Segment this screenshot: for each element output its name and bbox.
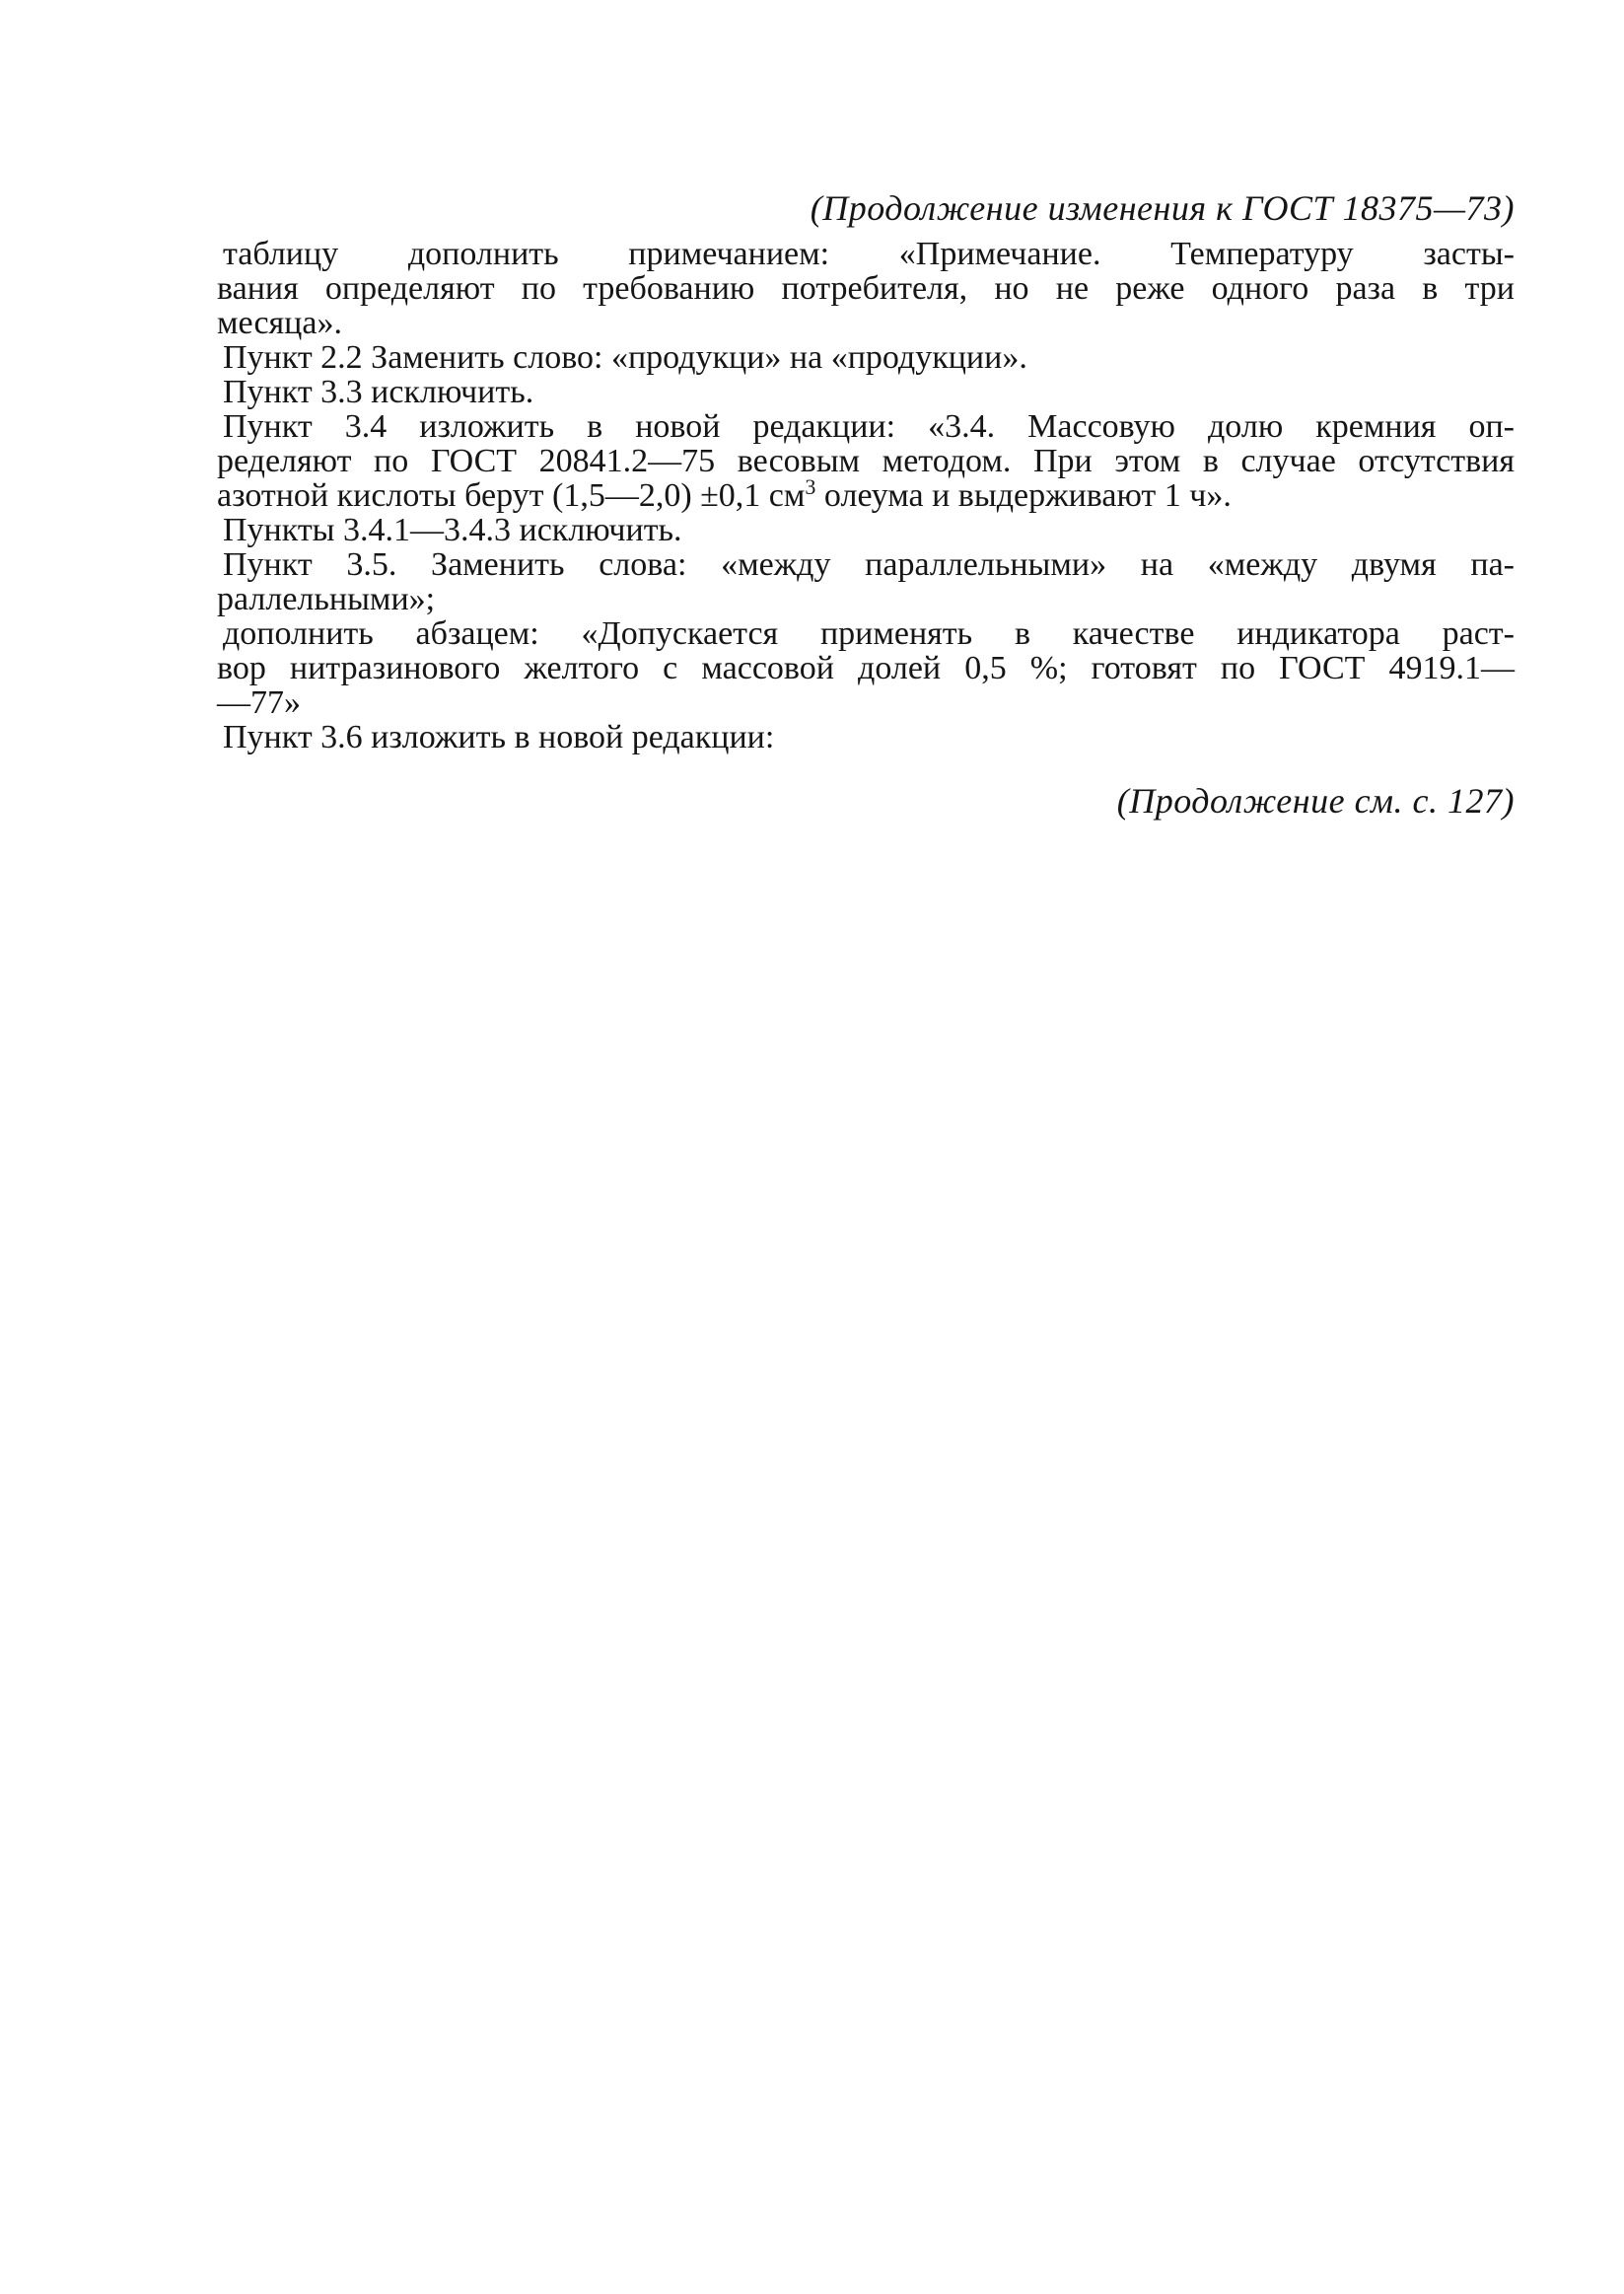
- paragraph-item-3-5: [213, 547, 1515, 616]
- paragraph-items-3-4-1-3: [213, 513, 1515, 547]
- text-fragment: олеума и выдерживают 1 ч».: [815, 477, 1232, 514]
- paragraph-table-note: [213, 237, 1515, 340]
- text-line: ределяют по ГОСТ 20841.2—75 весовым методом. При этом в случае отсутствия: [217, 443, 1515, 479]
- text-line: Пункт 3.6 изложить в новой редакции:: [223, 719, 775, 755]
- text-line: вор нитразинового желтого с массовой долей 0,5 %; готовят по ГОСТ 4919.1—: [217, 650, 1515, 686]
- paragraph-item-3-3: [213, 375, 1515, 409]
- page-text: [213, 187, 1515, 822]
- text-line: раллельными»;: [217, 581, 436, 617]
- text-line: [213, 474, 1515, 514]
- paragraph-item-2-2: [213, 340, 1515, 375]
- text-line: Пункт 2.2 Заменить слово: «продукци» на «продукции».: [223, 339, 1027, 376]
- text-line: Пункты 3.4.1—3.4.3 исключить.: [223, 512, 682, 548]
- text-fragment: азотной кислоты берут (1,5—2,0) ±0,1 см: [217, 477, 806, 514]
- paragraph-indicator: [213, 616, 1515, 720]
- page-footer: (Продолжение см. с. 127): [1116, 781, 1515, 821]
- paragraph-item-3-4: [213, 409, 1515, 513]
- text-line: месяца».: [217, 305, 342, 341]
- paragraph-item-3-6: [213, 720, 1515, 754]
- text-line: таблицу дополнить примечанием: «Примечание. Температуру засты-: [223, 236, 1515, 272]
- text-line: Пункт 3.3 исключить.: [223, 374, 534, 410]
- text-line: вания определяют по требованию потребителя, но не реже одного раза в три: [217, 270, 1515, 307]
- text-line: —77»: [217, 684, 301, 721]
- text-line: дополнить абзацем: «Допускается применять в качестве индикатора раст-: [223, 615, 1515, 652]
- text-line: Пункт 3.5. Заменить слова: «между параллельными» на «между двумя па-: [223, 546, 1515, 583]
- page-header: (Продолжение изменения к ГОСТ 18375—73): [810, 188, 1515, 228]
- text-line: Пункт 3.4 изложить в новой редакции: «3.4. Массовую долю кремния оп-: [223, 408, 1515, 445]
- superscript: 3: [805, 474, 816, 499]
